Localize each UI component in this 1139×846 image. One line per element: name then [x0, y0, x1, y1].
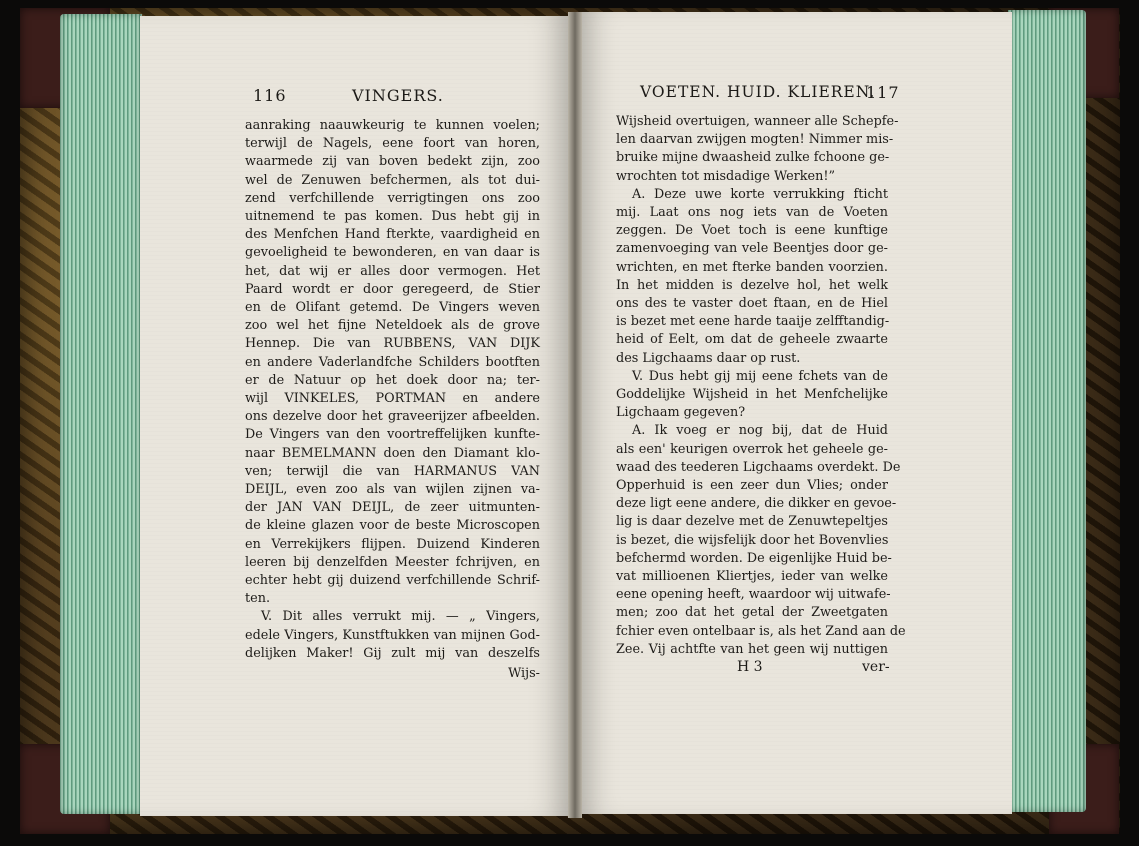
catchword: Wijs- — [508, 666, 540, 682]
book-gutter — [568, 12, 582, 818]
text-line: Zee. Vij achtfte van het geen wij nuttigen — [616, 641, 888, 657]
text-line: De Vingers van den voortreffelijken kunfte- — [245, 427, 540, 443]
page-edges-left — [60, 14, 142, 814]
text-line: lig is daar dezelve met de Zenuwtepeltjes — [616, 514, 888, 530]
text-line: zeggen. De Voet toch is eene kunftige — [616, 223, 888, 239]
text-line: ons des te vaster doet ftaan, en de Hiel — [616, 296, 888, 312]
text-line: vat millioenen Kliertjes, ieder van welke — [616, 569, 888, 585]
text-line: des Ligchaams daar op rust. — [616, 350, 801, 366]
text-line: als een' keurigen overrok het geheele ge- — [616, 441, 888, 457]
text-line: is bezet met eene harde taaije zelfftandig- — [616, 314, 890, 330]
text-line: zoo wel het fijne Neteldoek als de grove — [245, 318, 540, 334]
text-line: wijl VINKELES, PORTMAN en andere — [245, 391, 540, 407]
text-line: Wijsheid overtuigen, wanneer alle Schepfe- — [616, 114, 899, 129]
text-line: len daarvan zwijgen mogten! Nimmer mis- — [616, 132, 894, 148]
text-line: terwijl de Nagels, eene foort van horen, — [245, 136, 540, 152]
text-line: Opperhuid is een zeer dun Vlies; onder — [616, 478, 888, 494]
text-line: en Verrekijkers flijpen. Duizend Kinderen — [245, 536, 540, 552]
text-line: zamenvoeging van vele Beentjes door ge- — [616, 241, 888, 257]
text-line: Paard wordt er door geregeerd, de Stier — [245, 281, 540, 297]
text-line: en de Olifant getemd. De Vingers weven — [245, 300, 540, 316]
signature-mark: H 3 — [737, 659, 763, 675]
text-line: leeren bij denzelfden Meester fchrijven, en — [245, 554, 540, 570]
text-line: wrichten, en met fterke banden voorzien. — [616, 259, 888, 275]
text-line: is bezet, die wijsfelijk door het Bovenvlies — [616, 532, 889, 548]
text-line: naar BEMELMANN doen den Diamant klo- — [245, 445, 540, 461]
text-line: ons dezelve door het graveerijzer afbeelden. — [245, 409, 540, 425]
text-line: mij. Laat ons nog iets van de Voeten — [616, 205, 888, 221]
text-line: fchier even ontelbaar is, als het Zand aan de — [616, 623, 906, 639]
left-running-head: VINGERS. — [352, 86, 444, 105]
left-body-text — [245, 117, 540, 683]
text-line: wrochten tot misdadige Werken!” — [616, 168, 836, 184]
text-line: der JAN VAN DEIJL, de zeer uitmunten- — [245, 500, 540, 516]
text-line: waad des teederen Ligchaams overdekt. De — [616, 459, 901, 475]
text-line: Hennep. Die van RUBBENS, VAN DIJK — [245, 336, 540, 352]
text-line: deze ligt eene andere, die dikker en gevoe- — [616, 496, 897, 512]
text-line: ven; terwijl die van HARMANUS VAN — [245, 463, 540, 479]
text-line: delijken Maker! Gij zult mij van deszelfs — [245, 645, 540, 661]
right-running-head: VOETEN. HUID. KLIEREN. — [640, 83, 876, 101]
text-line: edele Vingers, Kunstftukken van mijnen God- — [245, 627, 540, 643]
text-line: bruike mijne dwaasheid zulke fchoone ge- — [616, 150, 890, 166]
text-line: men; zoo dat het getal der Zweetgaten — [616, 605, 888, 621]
text-line: gevoeligheid te bewonderen, en van daar is — [245, 245, 540, 261]
text-line: heid of Eelt, om dat de geheele zwaarte — [616, 332, 888, 348]
text-line: aanraking naauwkeurig te kunnen voelen; — [245, 118, 540, 133]
text-line: V. Dus hebt gij mij eene fchets van de — [632, 368, 888, 384]
catchword: ver- — [862, 659, 890, 675]
text-line: eene opening heeft, waardoor wij uitwafe- — [616, 587, 891, 603]
text-line: zend verfchillende verrigtingen ons zoo — [245, 190, 540, 206]
text-line: Goddelijke Wijsheid in het Menfchelijke — [616, 387, 888, 403]
text-line: befchermd worden. De eigenlijke Huid be- — [616, 550, 892, 566]
text-line: V. Dit alles verrukt mij. — „ Vingers, — [261, 609, 540, 625]
text-line: en andere Vaderlandfche Schilders bootften — [245, 354, 540, 370]
text-line: uitnemend te pas komen. Dus hebt gij in — [245, 209, 540, 225]
text-line: DEIJL, even zoo als van wijlen zijnen va- — [245, 482, 540, 498]
page-edges-right — [1008, 10, 1086, 812]
text-line: ten. — [245, 591, 271, 607]
text-line: Ligchaam gegeven? — [616, 405, 746, 421]
text-line: echter hebt gij duizend verfchillende Schrif- — [245, 573, 540, 589]
text-line: er de Natuur op het doek door na; ter- — [245, 372, 540, 388]
left-page-number: 116 — [253, 86, 287, 105]
text-line: het, dat wij er alles door vermogen. Het — [245, 263, 540, 279]
right-page-number: 117 — [866, 83, 900, 102]
text-line: A. Deze uwe korte verrukking fticht — [632, 186, 888, 202]
text-line: wel de Zenuwen befchermen, als tot dui- — [245, 172, 540, 188]
text-line: des Menfchen Hand fterkte, vaardigheid en — [245, 227, 540, 243]
text-line: A. Ik voeg er nog bij, dat de Huid — [632, 423, 888, 439]
text-line: In het midden is dezelve hol, het welk — [616, 277, 888, 293]
right-body-text — [616, 113, 906, 659]
text-line: de kleine glazen voor de beste Microscopen — [245, 518, 540, 534]
text-line: waarmede zij van boven bedekt zijn, zoo — [245, 154, 540, 170]
